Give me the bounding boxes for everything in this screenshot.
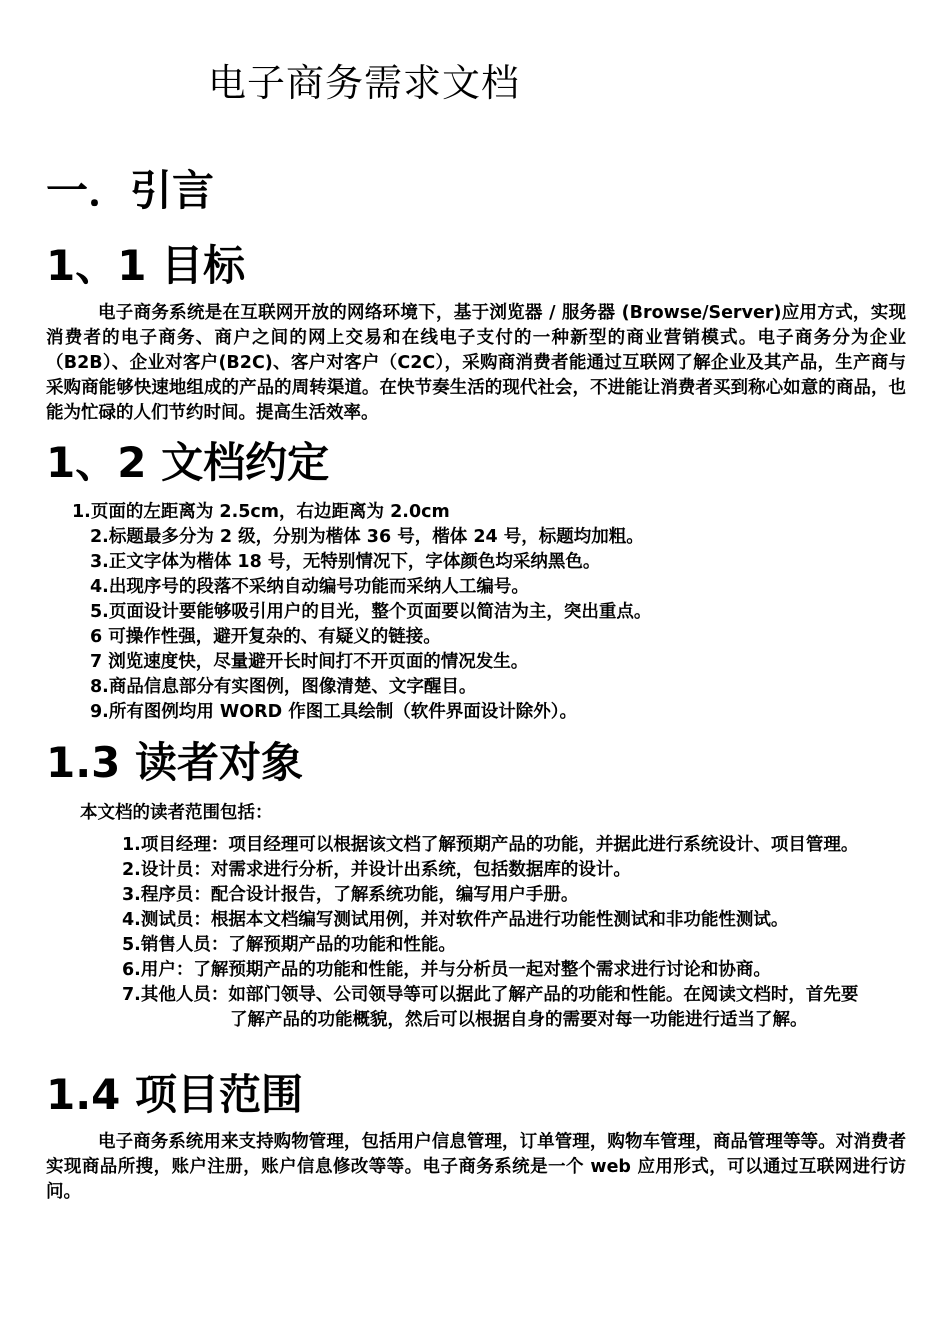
reader-item: 1.项目经理：项目经理可以根据该文档了解预期产品的功能，并据此进行系统设计、项目管理。 xyxy=(122,835,859,855)
convention-item: 9.所有图例均用 WORD 作图工具绘制（软件界面设计除外）。 xyxy=(90,702,577,722)
convention-item: 8.商品信息部分有实图例，图像清楚、文字醒目。 xyxy=(90,677,477,697)
reader-item-other-line2: 了解产品的功能概貌，然后可以根据自身的需要对每一功能进行适当了解。 xyxy=(230,1010,808,1030)
convention-item: 2.标题最多分为 2 级，分别为楷体 36 号，楷体 24 号，标题均加粗。 xyxy=(90,527,644,547)
convention-item: 3.正文字体为楷体 18 号，无特别情况下，字体颜色均采纳黑色。 xyxy=(90,552,601,572)
reader-item: 2.设计员：对需求进行分析，并设计出系统，包括数据库的设计。 xyxy=(122,860,631,880)
convention-item: 1.页面的左距离为 2.5cm，右边距离为 2.0cm xyxy=(72,502,450,522)
reader-item: 5.销售人员：了解预期产品的功能和性能。 xyxy=(122,935,456,955)
section-heading-readers: 1.3 读者对象 xyxy=(46,738,304,787)
goal-paragraph: 电子商务系统是在互联网开放的网络环境下，基于浏览器 / 服务器 (Browse/Server)应用方式，实现消费者的电子商务、商户之间的网上交易和在线电子支付的一种新型的商业营销模式。电子商务分为企业（B2B）、企业对客户(B2C)、客户对客户（C2C），采购商消费者能通过互联网了解企业及其产品，生产商与采购商能够快速地组成的产品的周转渠道。在快节奏生活的现代社会，不进能让消费者买到称心如意的商品，也能为忙碌的人们节约时间。提高生活效率。 xyxy=(46,303,906,423)
reader-item-other-line1: 如部门领导、公司领导等可以据此了解产品的功能和性能。在阅读文档时，首先要 xyxy=(228,985,859,1005)
section-heading-scope: 1.4 项目范围 xyxy=(46,1070,304,1119)
section-heading-intro: 一．引言 xyxy=(46,166,215,215)
section-heading-conventions: 1、2 文档约定 xyxy=(46,438,330,487)
readers-intro: 本文档的读者范围包括： xyxy=(80,803,273,823)
reader-item: 4.测试员：根据本文档编写测试用例，并对软件产品进行功能性测试和非功能性测试。 xyxy=(122,910,789,930)
reader-item: 3.程序员：配合设计报告，了解系统功能，编写用户手册。 xyxy=(122,885,579,905)
document-title: 电子商务需求文档 xyxy=(208,61,521,105)
scope-paragraph: 电子商务系统用来支持购物管理，包括用户信息管理，订单管理，购物车管理，商品管理等等。对消费者实现商品所搜，账户注册，账户信息修改等等。电子商务系统是一个 web 应用形式，可以通过互联网进行访问。 xyxy=(46,1132,906,1202)
reader-item: 6.用户：了解预期产品的功能和性能，并与分析员一起对整个需求进行讨论和协商。 xyxy=(122,960,771,980)
convention-item: 5.页面设计要能够吸引用户的目光，整个页面要以简洁为主，突出重点。 xyxy=(90,602,652,622)
convention-item: 4.出现序号的段落不采纳自动编号功能而采纳人工编号。 xyxy=(90,577,529,597)
section-heading-goal: 1、1 目标 xyxy=(46,241,246,290)
convention-item: 7 浏览速度快，尽量避开长时间打不开页面的情况发生。 xyxy=(90,652,529,672)
convention-item: 6 可操作性强，避开复杂的、有疑义的链接。 xyxy=(90,627,441,647)
reader-item-other xyxy=(122,983,906,1033)
reader-item-other-label: 7.其他人员： xyxy=(122,985,229,1005)
